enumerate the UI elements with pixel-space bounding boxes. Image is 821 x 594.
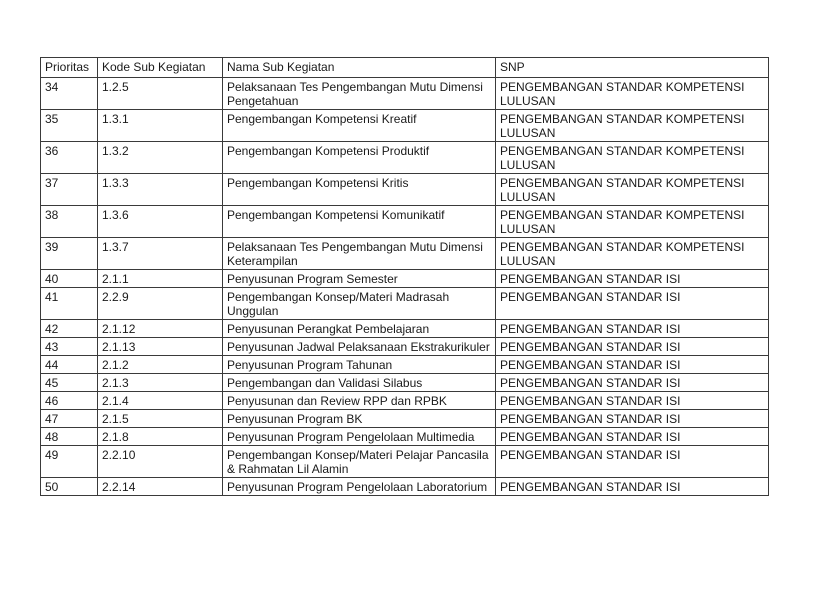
table-row [41, 238, 769, 270]
cell-kode: 2.1.8 [98, 428, 223, 446]
cell-kode: 2.1.4 [98, 392, 223, 410]
cell-snp: PENGEMBANGAN STANDAR ISI [496, 392, 769, 410]
table-row [41, 338, 769, 356]
cell-prioritas: 38 [41, 206, 98, 238]
cell-kode: 2.1.3 [98, 374, 223, 392]
cell-kode: 2.1.12 [98, 320, 223, 338]
cell-prioritas: 39 [41, 238, 98, 270]
table-row [41, 270, 769, 288]
cell-snp: PENGEMBANGAN STANDAR ISI [496, 288, 769, 320]
cell-nama: Pengembangan Kompetensi Produktif [223, 142, 496, 174]
cell-kode: 2.1.2 [98, 356, 223, 374]
cell-prioritas: 36 [41, 142, 98, 174]
cell-kode: 2.1.13 [98, 338, 223, 356]
table-row [41, 428, 769, 446]
cell-nama: Penyusunan Program BK [223, 410, 496, 428]
cell-prioritas: 34 [41, 78, 98, 110]
cell-kode: 1.3.3 [98, 174, 223, 206]
cell-prioritas: 49 [41, 446, 98, 478]
header-snp: SNP [496, 58, 769, 78]
cell-snp: PENGEMBANGAN STANDAR ISI [496, 446, 769, 478]
table-body [41, 78, 769, 496]
table-row [41, 288, 769, 320]
table-row [41, 110, 769, 142]
cell-kode: 2.2.9 [98, 288, 223, 320]
header-kode-sub-kegiatan: Kode Sub Kegiatan [98, 58, 223, 78]
cell-nama: Pengembangan Kompetensi Kreatif [223, 110, 496, 142]
cell-nama: Penyusunan dan Review RPP dan RPBK [223, 392, 496, 410]
table-header-row [41, 58, 769, 78]
cell-snp: PENGEMBANGAN STANDAR KOMPETENSI LULUSAN [496, 78, 769, 110]
table-row [41, 320, 769, 338]
cell-kode: 1.3.7 [98, 238, 223, 270]
table-row [41, 78, 769, 110]
cell-prioritas: 37 [41, 174, 98, 206]
cell-snp: PENGEMBANGAN STANDAR KOMPETENSI LULUSAN [496, 206, 769, 238]
cell-nama: Pelaksanaan Tes Pengembangan Mutu Dimensi Pengetahuan [223, 78, 496, 110]
cell-nama: Pelaksanaan Tes Pengembangan Mutu Dimensi Keterampilan [223, 238, 496, 270]
table-row [41, 478, 769, 496]
cell-prioritas: 40 [41, 270, 98, 288]
cell-nama: Penyusunan Jadwal Pelaksanaan Ekstrakurikuler [223, 338, 496, 356]
cell-snp: PENGEMBANGAN STANDAR ISI [496, 320, 769, 338]
cell-prioritas: 35 [41, 110, 98, 142]
cell-nama: Penyusunan Program Tahunan [223, 356, 496, 374]
cell-kode: 1.2.5 [98, 78, 223, 110]
cell-kode: 2.1.1 [98, 270, 223, 288]
cell-snp: PENGEMBANGAN STANDAR ISI [496, 270, 769, 288]
cell-kode: 1.3.1 [98, 110, 223, 142]
table-row [41, 174, 769, 206]
table-row [41, 410, 769, 428]
cell-prioritas: 45 [41, 374, 98, 392]
table-row [41, 356, 769, 374]
header-nama-sub-kegiatan: Nama Sub Kegiatan [223, 58, 496, 78]
table-row [41, 206, 769, 238]
header-prioritas: Prioritas [41, 58, 98, 78]
cell-prioritas: 44 [41, 356, 98, 374]
cell-nama: Pengembangan dan Validasi Silabus [223, 374, 496, 392]
cell-snp: PENGEMBANGAN STANDAR ISI [496, 356, 769, 374]
cell-snp: PENGEMBANGAN STANDAR ISI [496, 374, 769, 392]
cell-nama: Pengembangan Kompetensi Kritis [223, 174, 496, 206]
cell-prioritas: 42 [41, 320, 98, 338]
cell-nama: Penyusunan Perangkat Pembelajaran [223, 320, 496, 338]
cell-nama: Pengembangan Konsep/Materi Pelajar Pancasila & Rahmatan Lil Alamin [223, 446, 496, 478]
cell-nama: Pengembangan Kompetensi Komunikatif [223, 206, 496, 238]
cell-snp: PENGEMBANGAN STANDAR ISI [496, 338, 769, 356]
cell-prioritas: 48 [41, 428, 98, 446]
table-row [41, 446, 769, 478]
cell-kode: 2.1.5 [98, 410, 223, 428]
cell-nama: Pengembangan Konsep/Materi Madrasah Unggulan [223, 288, 496, 320]
cell-nama: Penyusunan Program Semester [223, 270, 496, 288]
cell-prioritas: 46 [41, 392, 98, 410]
cell-snp: PENGEMBANGAN STANDAR KOMPETENSI LULUSAN [496, 142, 769, 174]
table-row [41, 374, 769, 392]
cell-kode: 1.3.6 [98, 206, 223, 238]
cell-prioritas: 50 [41, 478, 98, 496]
cell-kode: 1.3.2 [98, 142, 223, 174]
cell-kode: 2.2.14 [98, 478, 223, 496]
cell-snp: PENGEMBANGAN STANDAR ISI [496, 478, 769, 496]
cell-prioritas: 41 [41, 288, 98, 320]
cell-snp: PENGEMBANGAN STANDAR KOMPETENSI LULUSAN [496, 238, 769, 270]
cell-prioritas: 43 [41, 338, 98, 356]
cell-kode: 2.2.10 [98, 446, 223, 478]
cell-snp: PENGEMBANGAN STANDAR ISI [496, 428, 769, 446]
cell-nama: Penyusunan Program Pengelolaan Laboratorium [223, 478, 496, 496]
cell-nama: Penyusunan Program Pengelolaan Multimedia [223, 428, 496, 446]
table-row [41, 392, 769, 410]
sub-kegiatan-table [40, 57, 769, 496]
table-row [41, 142, 769, 174]
cell-snp: PENGEMBANGAN STANDAR KOMPETENSI LULUSAN [496, 110, 769, 142]
cell-snp: PENGEMBANGAN STANDAR ISI [496, 410, 769, 428]
cell-prioritas: 47 [41, 410, 98, 428]
cell-snp: PENGEMBANGAN STANDAR KOMPETENSI LULUSAN [496, 174, 769, 206]
